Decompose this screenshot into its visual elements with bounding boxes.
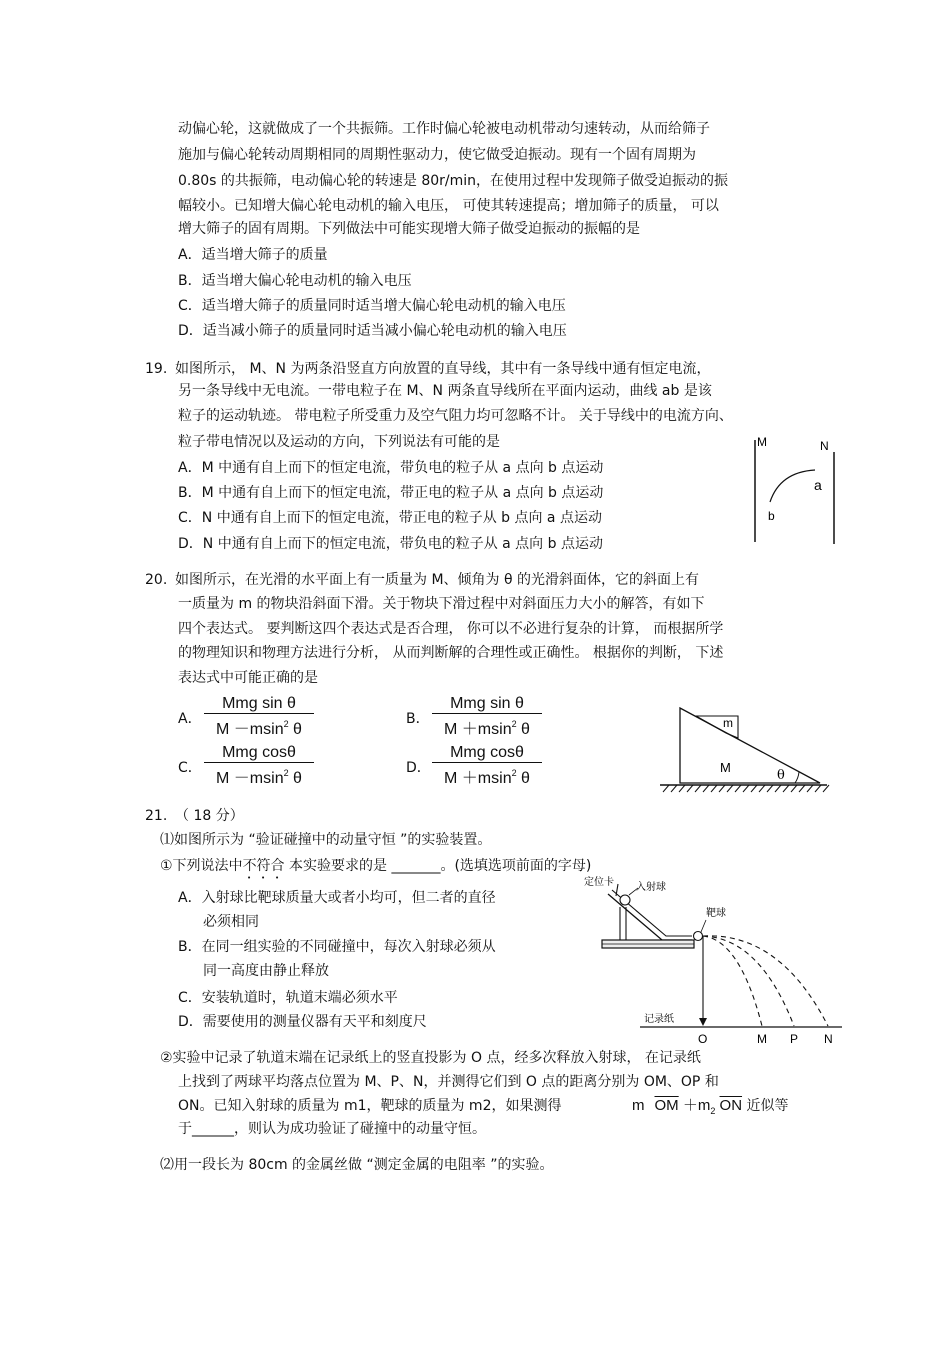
fraction-numerator: Mmg sin θ (450, 695, 524, 712)
fraction-denominator: M ＋msin$^2$ θ (432, 713, 542, 739)
q21-option-a-cont: 必须相同 (203, 914, 259, 930)
q20-option-b-fraction (432, 695, 542, 739)
q18-line-2: 施加与偏心轮转动周期相同的周期性驱动力，使它做受迫振动。现有一个固有周期为 (178, 147, 696, 163)
q18-option-a: A．适当增大筛子的质量 (178, 247, 328, 263)
q19-line-2: 另一条导线中无电流。一带电粒子在 M、N 两条直导线所在平面内运动，曲线 ab 是该 (178, 383, 712, 399)
q20-option-a-label: A． (178, 711, 202, 727)
label-theta: θ (777, 768, 785, 783)
q20-line-4: 的物理知识和物理方法进行分析， 从而判断解的合理性或正确性。 根据你的判断， 下述 (178, 645, 724, 661)
label-big-m: M (720, 760, 731, 775)
q20-option-d-label: D． (406, 760, 431, 776)
label-card: 定位卡 (584, 877, 614, 888)
q21-sub2-line-2: 上找到了两球平均落点位置为 M、P、N，并测得它们到 O 点的距离分别为 OM、OP 和 (178, 1074, 719, 1090)
q19-number: 19. (145, 361, 168, 377)
wires-trajectory-figure (740, 432, 850, 547)
label-a: a (814, 477, 822, 493)
q21-option-d: D．需要使用的测量仪器有天平和刻度尺 (178, 1014, 427, 1030)
fraction-denominator: M －msin$^2$ θ (204, 762, 314, 788)
fraction-denominator: M －msin$^2$ θ (204, 713, 314, 739)
collision-apparatus-figure (580, 870, 850, 1050)
q19-option-d: D．N 中通有自上而下的恒定电流，带负电的粒子从 a 点向 b 点运动 (178, 536, 603, 552)
q21-sub1: ①下列说法中不符合 本实验要求的是 _______。(选填选项前面的字母) (160, 858, 592, 874)
q21-number: 21. (145, 808, 168, 824)
q20-line-2: 一质量为 m 的物块沿斜面下滑。关于物块下滑过程中对斜面压力大小的解答，有如下 (178, 596, 705, 612)
q18-line-3: 0.80s 的共振筛，电动偏心轮的转速是 80r/min，在使用过程中发现筛子做受迫振动的振 (178, 173, 729, 189)
q19-line-3: 粒子的运动轨迹。 带电粒子所受重力及空气阻力均可忽略不计。 关于导线中的电流方向、 (178, 408, 733, 424)
q20-option-a-fraction (204, 695, 314, 739)
q20-option-c-fraction (204, 744, 314, 788)
trajectory-n (703, 936, 828, 1026)
q18-option-b: B．适当增大偏心轮电动机的输入电压 (178, 273, 412, 289)
q20-line-1: 如图所示，在光滑的水平面上有一质量为 M、倾角为 θ 的光滑斜面体，它的斜面上有 (175, 572, 699, 588)
label-m: M (757, 435, 767, 449)
incline-figure (655, 700, 835, 800)
fraction-numerator: Mmg sin θ (222, 695, 296, 712)
label-p: P (790, 1032, 799, 1046)
label-incident-ball: 入射球 (636, 882, 666, 893)
q20-option-c-label: C． (178, 760, 202, 776)
q20-option-d-fraction (432, 744, 542, 788)
q21-sub2-line-1: ②实验中记录了轨道末端在记录纸上的竖直投影为 O 点，经多次释放入射球， 在记录纸 (160, 1050, 701, 1066)
q19-line-1: 如图所示， M、N 为两条沿竖直方向放置的直导线，其中有一条导线中通有恒定电流， (175, 361, 711, 377)
target-leader (701, 920, 706, 932)
q19-option-c: C．N 中通有自上而下的恒定电流，带正电的粒子从 b 点向 a 点运动 (178, 510, 602, 526)
q21-sub2-line-3: ON。已知入射球的质量为 m1，靶球的质量为 m2，如果测得 (178, 1098, 562, 1114)
incident-ball (620, 895, 630, 905)
q18-option-d: D．适当减小筛子的质量同时适当减小偏心轮电动机的输入电压 (178, 323, 567, 339)
trajectory-ab (770, 470, 815, 502)
fraction-denominator: M ＋msin$^2$ θ (432, 762, 542, 788)
trajectory-p (703, 936, 794, 1026)
q19-line-4: 粒子带电情况以及运动的方向，下列说法有可能的是 (178, 434, 500, 450)
q21-option-c: C．安装轨道时，轨道末端必须水平 (178, 990, 398, 1006)
label-target-ball: 靶球 (706, 908, 726, 919)
q18-line-5: 增大筛子的固有周期。下列做法中可能实现增大筛子做受迫振动的振幅的是 (178, 221, 640, 237)
q19-option-b: B．M 中通有自上而下的恒定电流，带正电的粒子从 a 点向 b 点运动 (178, 485, 604, 501)
fraction-numerator: Mmg cosθ (450, 744, 524, 761)
q18-line-1: 动偏心轮，这就做成了一个共振筛。工作时偏心轮被电动机带动匀速转动，从而给筛子 (178, 121, 710, 137)
q21-option-a: A．入射球比靶球质量大或者小均可，但二者的直径 (178, 890, 496, 906)
label-b: b (768, 509, 775, 523)
q20-option-b-label: B． (406, 711, 430, 727)
angle-arc (795, 772, 799, 783)
q21-option-b: B．在同一组实验的不同碰撞中，每次入射球必须从 (178, 939, 496, 955)
q21-score: （ 18 分） (175, 808, 244, 824)
label-o: O (698, 1032, 708, 1046)
label-m-point: M (757, 1032, 767, 1046)
q20-number: 20. (145, 572, 168, 588)
q21-momentum-formula: m $\overline{OM} +m_2$ $\overline{ON}$ 近似等 (632, 1097, 789, 1116)
label-small-m: m (723, 716, 733, 730)
q20-line-3: 四个表达式。 要判断这四个表达式是否合理， 你可以不必进行复杂的计算， 而根据所学 (178, 621, 724, 637)
ground-hatching (663, 785, 829, 792)
label-n: N (820, 439, 829, 453)
q19-option-a: A．M 中通有自上而下的恒定电流，带负电的粒子从 a 点向 b 点运动 (178, 460, 604, 476)
q20-line-5: 表达式中可能正确的是 (178, 670, 318, 686)
q21-option-b-cont: 同一高度由静止释放 (203, 963, 329, 979)
target-ball (694, 932, 703, 941)
projection-arrow (699, 1018, 707, 1026)
q21-part1: ⑴如图所示为 “验证碰撞中的动量守恒 ”的实验装置。 (160, 832, 492, 848)
q21-part2: ⑵用一段长为 80cm 的金属丝做 “测定金属的电阻率 ”的实验。 (160, 1157, 554, 1173)
q21-sub2-line-4: 于______，则认为成功验证了碰撞中的动量守恒。 (178, 1121, 486, 1137)
label-n-point: N (824, 1032, 833, 1046)
emphasis-text: 不符合 (242, 858, 285, 874)
q18-option-c: C．适当增大筛子的质量同时适当增大偏心轮电动机的输入电压 (178, 298, 566, 314)
q18-line-4: 幅较小。已知增大偏心轮电动机的输入电压， 可使其转速提高；增加筛子的质量， 可以 (178, 198, 719, 214)
fraction-numerator: Mmg cosθ (222, 744, 296, 761)
label-record-paper: 记录纸 (644, 1014, 674, 1025)
trajectory-m (703, 936, 762, 1026)
